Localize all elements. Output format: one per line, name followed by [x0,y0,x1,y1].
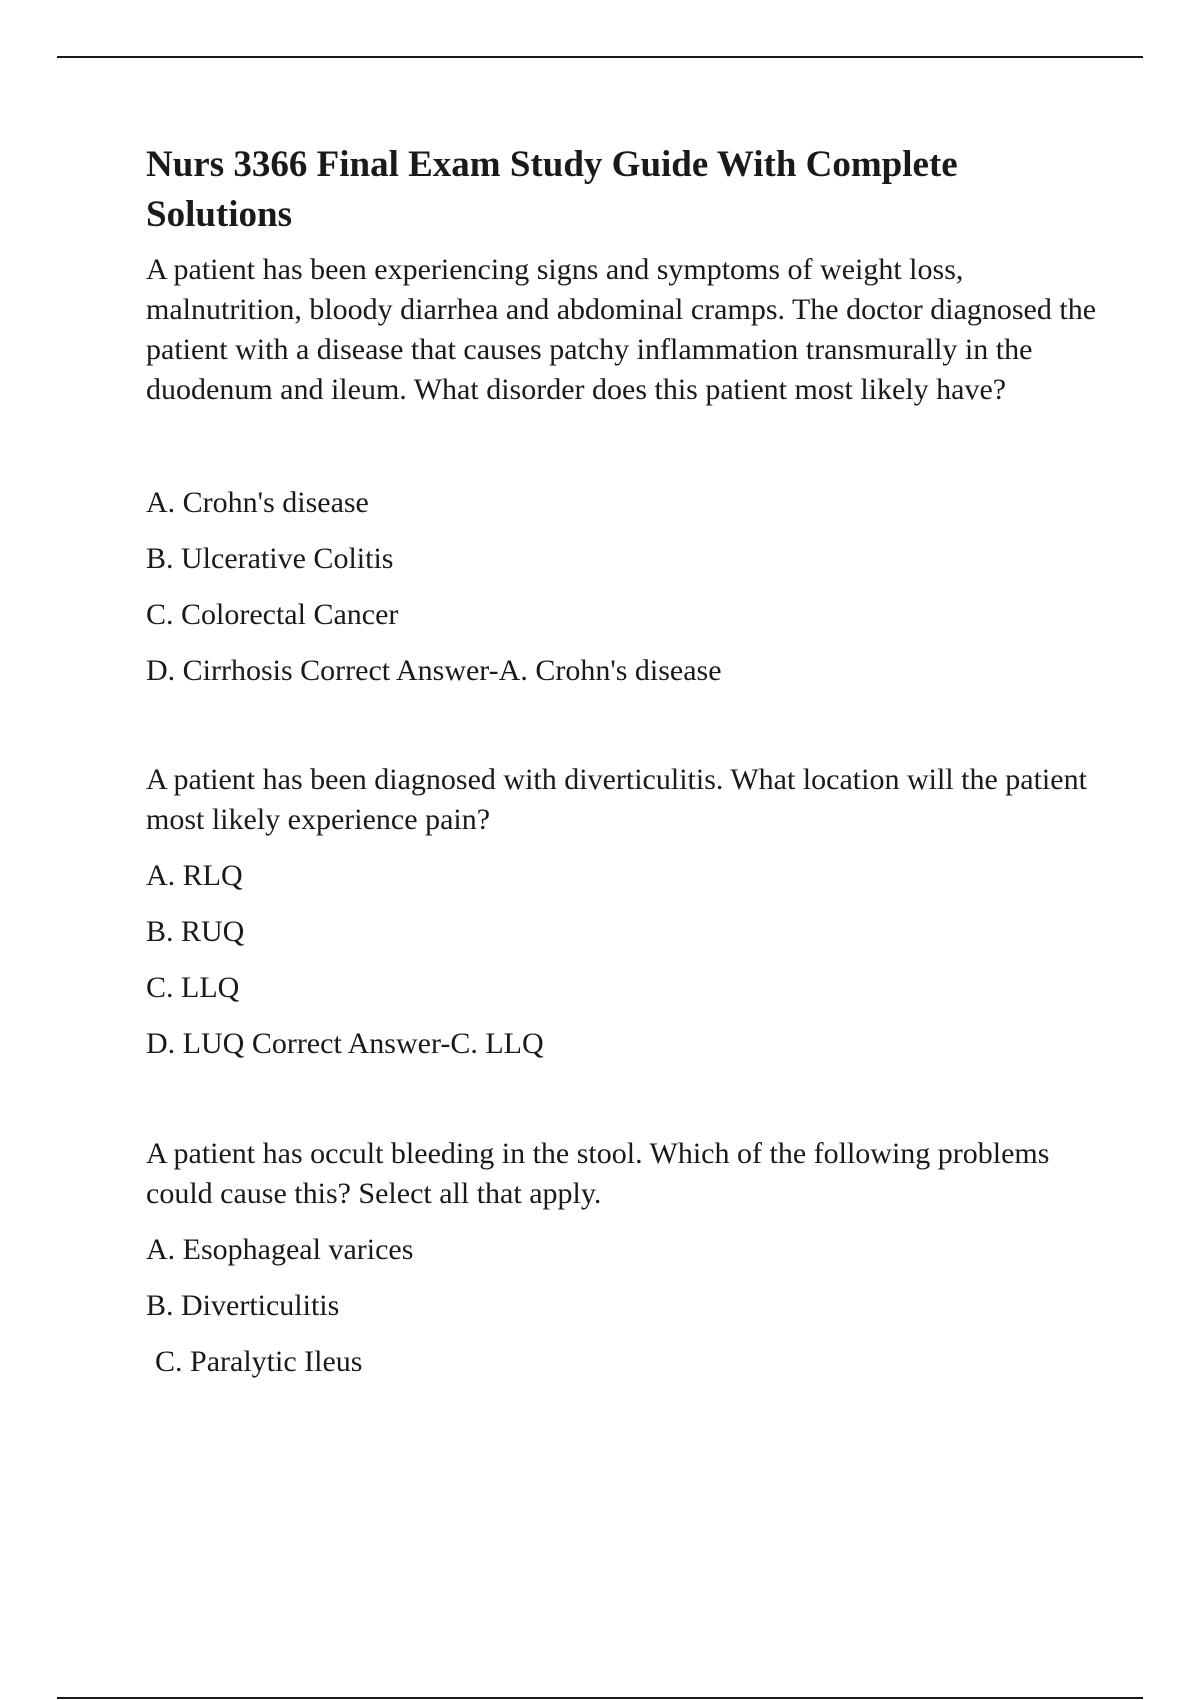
answer-option: A. Crohn's disease [146,486,369,519]
answer-option: D. LUQ Correct Answer-C. LLQ [146,1027,544,1060]
top-divider [57,56,1143,58]
answer-option: C. LLQ [146,971,240,1004]
document-body [146,140,1106,1382]
answer-option: B. Diverticulitis [146,1289,340,1322]
bottom-divider [57,1697,1143,1699]
question-block [146,1134,1106,1382]
question-text: A patient has been diagnosed with diverticulitis. What location will the patient most likely experience pain? [146,763,1087,836]
answer-option: C. Colorectal Cancer [146,598,399,631]
question-block [146,250,1106,691]
answer-options [146,1230,1106,1382]
answer-option: B. Ulcerative Colitis [146,542,394,575]
answer-options [146,483,1106,691]
answer-option: C. Paralytic Ileus [155,1345,363,1378]
document-title: Nurs 3366 Final Exam Study Guide With Complete Solutions [146,144,958,235]
answer-option: B. RUQ [146,915,245,948]
answer-option: A. RLQ [146,859,243,892]
question-text: A patient has occult bleeding in the stool. Which of the following problems could cause this? Select all that apply. [146,1137,1050,1210]
question-block [146,760,1106,1064]
question-text: A patient has been experiencing signs and symptoms of weight loss, malnutrition, bloody diarrhea and abdominal cramps. The doctor diagnosed the patient with a disease that causes patchy inflammation transmurally in the duodenum and ileum. What disorder does this patient most likely have? [146,253,1097,406]
answer-option: A. Esophageal varices [146,1233,414,1266]
answer-option: D. Cirrhosis Correct Answer-A. Crohn's disease [146,654,722,687]
answer-options [146,856,1106,1064]
